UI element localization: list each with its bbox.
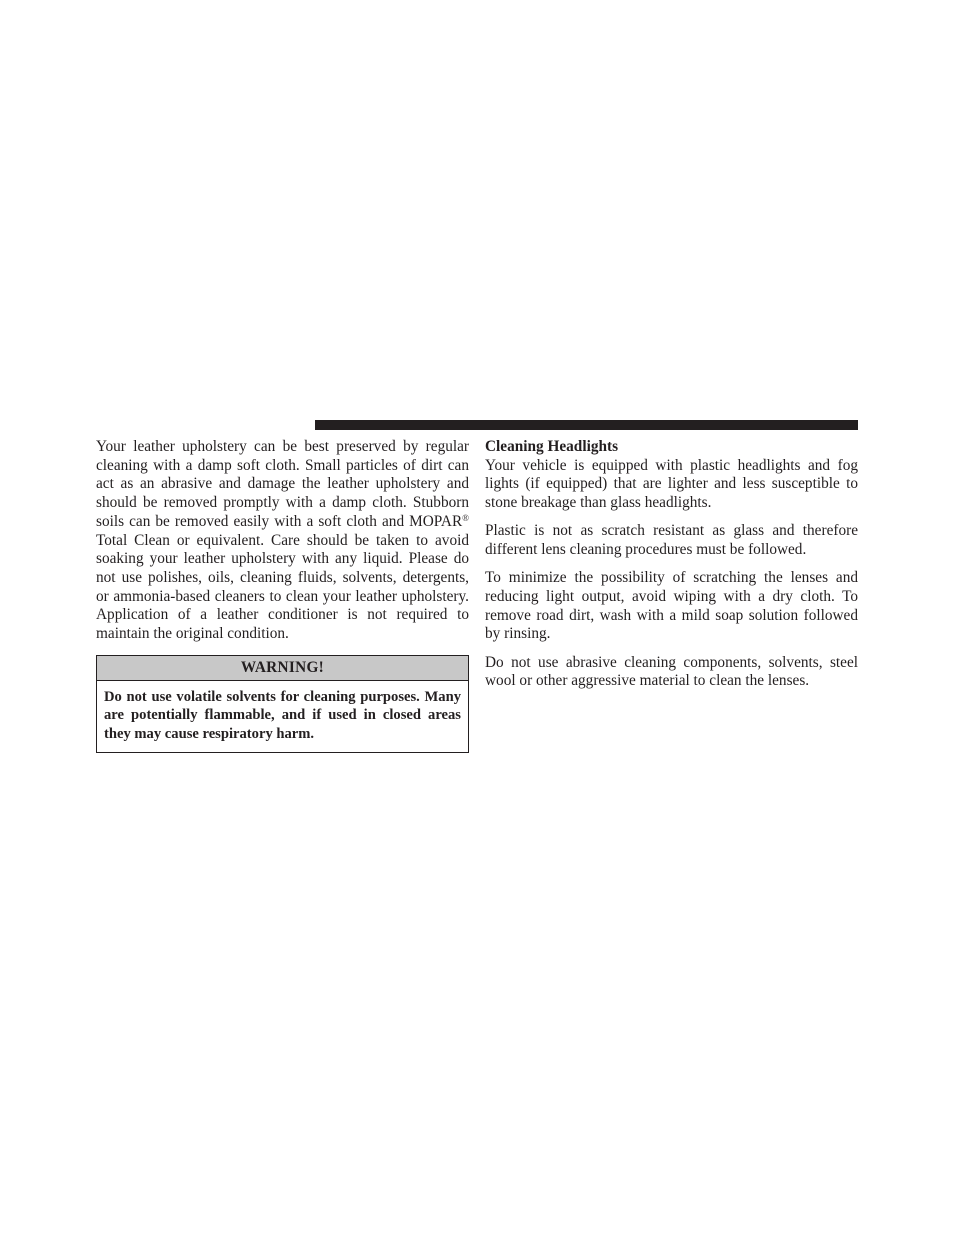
warning-box xyxy=(96,655,469,753)
left-column xyxy=(96,438,469,753)
leather-care-paragraph xyxy=(96,438,469,644)
headlights-paragraph-3: To minimize the possibility of scratching the lenses and reducing light output, avoid wiping with a dry cloth. To remove road dirt, wash with a mild soap solution followed by rinsing. xyxy=(485,569,858,643)
right-column xyxy=(485,438,858,700)
headlights-paragraph-1: Your vehicle is equipped with plastic headlights and fog lights (if equipped) that are lighter and less susceptible to stone breakage than glass headlights. xyxy=(485,456,858,512)
section-divider-bar xyxy=(315,420,858,430)
registered-mark: ® xyxy=(462,512,469,523)
warning-text: Do not use volatile solvents for cleaning purposes. Many are potentially flammable, and if used in closed areas they may cause respiratory harm. xyxy=(104,688,461,743)
warning-title: WARNING! xyxy=(97,656,468,681)
headlights-paragraph-4: Do not use abrasive cleaning components, solvents, steel wool or other aggressive material to clean the lenses. xyxy=(485,653,858,690)
headlights-paragraph-2: Plastic is not as scratch resistant as glass and therefore different lens cleaning procedures must be followed. xyxy=(485,522,858,559)
leather-text-part-1: Your leather upholstery can be best preserved by regular cleaning with a damp soft cloth. Small particles of dirt can act as an abrasive and damage the leather upholstery and should be removed promptly with a damp cloth. Stubborn soils can be removed easily with a soft cloth and MOPAR xyxy=(96,438,469,530)
leather-text-part-2: Total Clean or equivalent. Care should be taken to avoid soaking your leather upholstery with any liquid. Please do not use polishes, oils, cleaning fluids, solvents, detergents, or ammonia-based cleaners to clean your leather upholstery. Application of a leather conditioner is not required to maintain the original condition. xyxy=(96,531,469,643)
section-heading: Cleaning Headlights xyxy=(485,438,619,455)
